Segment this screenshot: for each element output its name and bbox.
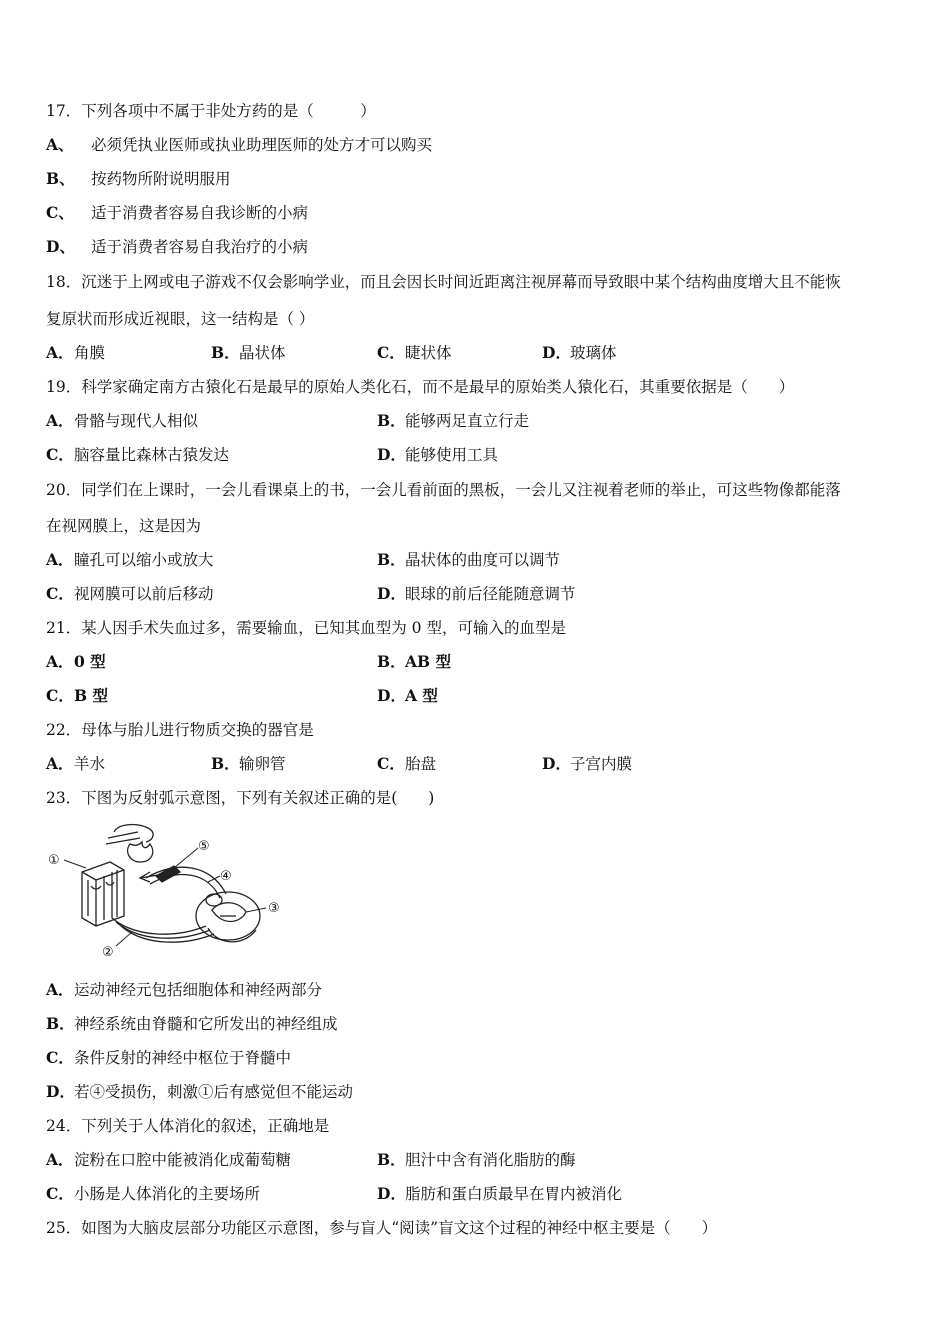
- option-text: 晶状体的曲度可以调节: [405, 551, 561, 569]
- question-23-option-b: [46, 1014, 338, 1034]
- option-text: 脑容量比森林古猿发达: [74, 446, 230, 464]
- question-17-option-c: [46, 203, 308, 223]
- question-21-option-a: [46, 652, 106, 672]
- question-22-option-a: [46, 754, 105, 774]
- question-19-stem: 19．科学家确定南方古猿化石是最早的原始人类化石，而不是最早的原始类人猿化石，其重要依据是（ ）: [46, 378, 795, 396]
- question-24-option-b: [377, 1150, 576, 1170]
- question-22-stem: 22．母体与胎儿进行物质交换的器官是: [46, 721, 314, 739]
- option-label: D．: [46, 1082, 75, 1101]
- question-18-option-a: [46, 343, 105, 363]
- figure-label-3: ③: [268, 901, 280, 916]
- question-20-option-d: [377, 584, 576, 604]
- question-23-option-a: [46, 980, 322, 1000]
- question-21-option-d: [377, 686, 438, 706]
- option-label: D．: [377, 1184, 406, 1203]
- reflex-arc-figure: [46, 820, 286, 962]
- option-text: 运动神经元包括细胞体和神经两部分: [74, 981, 323, 999]
- option-text: AB 型: [405, 652, 452, 671]
- option-label: B．: [211, 754, 240, 773]
- question-17-option-a: [46, 135, 432, 155]
- option-text: 必须凭执业医师或执业助理医师的处方才可以购买: [91, 136, 433, 154]
- question-17-option-d: [46, 237, 308, 257]
- option-text: 角膜: [74, 344, 106, 362]
- option-text: 眼球的前后径能随意调节: [405, 585, 576, 603]
- option-label: D．: [542, 754, 571, 773]
- question-23-option-d: [46, 1082, 353, 1102]
- question-22-option-b: [211, 754, 286, 774]
- option-text: 按药物所附说明服用: [91, 170, 231, 188]
- question-20-stem-line2: 在视网膜上，这是因为: [46, 517, 202, 535]
- option-text: 视网膜可以前后移动: [74, 585, 214, 603]
- question-20-option-c: [46, 584, 214, 604]
- option-label: C．: [46, 584, 74, 603]
- option-label: A．: [46, 550, 74, 569]
- question-19-option-b: [377, 411, 529, 431]
- question-19-option-c: [46, 445, 229, 465]
- option-text: 睫状体: [405, 344, 452, 362]
- question-18-option-d: [542, 343, 617, 363]
- option-text: 条件反射的神经中枢位于脊髓中: [74, 1049, 292, 1067]
- option-label: C．: [46, 1184, 74, 1203]
- option-text: 适于消费者容易自我诊断的小病: [91, 204, 309, 222]
- question-20-stem-line1: 20．同学们在上课时，一会儿看课桌上的书，一会儿看前面的黑板，一会儿又注视着老师的举止，可这些物像都能落: [46, 481, 841, 499]
- option-text: 胆汁中含有消化脂肪的酶: [405, 1151, 576, 1169]
- figure-label-5: ⑤: [198, 839, 210, 854]
- option-label: D．: [377, 445, 406, 464]
- option-label: B．: [377, 652, 406, 671]
- question-19-option-a: [46, 411, 198, 431]
- question-21-stem: 21．某人因手术失血过多，需要输血，已知其血型为 0 型，可输入的血型是: [46, 619, 566, 637]
- option-label: B．: [211, 343, 240, 362]
- option-text: 瞳孔可以缩小或放大: [74, 551, 214, 569]
- question-25-stem: 25．如图为大脑皮层部分功能区示意图，参与盲人“阅读”盲文这个过程的神经中枢主要是（ ）: [46, 1219, 718, 1237]
- question-17-option-b: [46, 169, 231, 189]
- question-19-option-d: [377, 445, 498, 465]
- option-text: 若④受损伤，刺激①后有感觉但不能运动: [74, 1083, 354, 1101]
- option-label: B．: [377, 550, 406, 569]
- question-20-option-b: [377, 550, 560, 570]
- option-label: C．: [46, 1048, 74, 1067]
- option-label: C．: [46, 445, 74, 464]
- option-text: 输卵管: [239, 755, 286, 773]
- question-21-option-b: [377, 652, 451, 672]
- option-label: C、: [46, 203, 74, 222]
- option-text: B 型: [74, 686, 108, 705]
- option-label: A．: [46, 652, 74, 671]
- option-label: D．: [377, 584, 406, 603]
- option-label: D．: [377, 686, 406, 705]
- option-text: 子宫内膜: [570, 755, 633, 773]
- question-24-option-d: [377, 1184, 622, 1204]
- option-label: A．: [46, 754, 74, 773]
- option-text: 适于消费者容易自我治疗的小病: [91, 238, 309, 256]
- question-23-option-c: [46, 1048, 291, 1068]
- question-18-option-b: [211, 343, 286, 363]
- option-text: 晶状体: [239, 344, 286, 362]
- option-text: 0 型: [74, 652, 106, 671]
- option-label: B、: [46, 169, 75, 188]
- question-18-stem-line2: 复原状而形成近视眼，这一结构是（ ）: [46, 310, 315, 328]
- option-label: B．: [377, 1150, 406, 1169]
- figure-label-2: ②: [102, 945, 114, 960]
- option-label: D．: [542, 343, 571, 362]
- option-label: A．: [46, 1150, 74, 1169]
- option-label: C．: [377, 754, 405, 773]
- option-label: A．: [46, 980, 74, 999]
- option-text: 脂肪和蛋白质最早在胃内被消化: [405, 1185, 623, 1203]
- option-text: 羊水: [74, 755, 106, 773]
- question-20-option-a: [46, 550, 214, 570]
- option-label: B．: [46, 1014, 75, 1033]
- question-24-option-a: [46, 1150, 291, 1170]
- figure-label-4: ④: [220, 869, 232, 884]
- question-23-stem: 23．下图为反射弧示意图，下列有关叙述正确的是( ): [46, 789, 435, 807]
- question-22-option-d: [542, 754, 632, 774]
- question-21-option-c: [46, 686, 108, 706]
- option-text: 神经系统由脊髓和它所发出的神经组成: [74, 1015, 338, 1033]
- option-text: A 型: [405, 686, 438, 705]
- option-label: C．: [377, 343, 405, 362]
- question-18-stem-line1: 18．沉迷于上网或电子游戏不仅会影响学业，而且会因长时间近距离注视屏幕而导致眼中某个结构曲度增大且不能恢: [46, 273, 841, 291]
- option-text: 淀粉在口腔中能被消化成葡萄糖: [74, 1151, 292, 1169]
- option-label: C．: [46, 686, 74, 705]
- question-24-stem: 24．下列关于人体消化的叙述，正确地是: [46, 1117, 330, 1135]
- option-label: A．: [46, 343, 74, 362]
- option-text: 胎盘: [405, 755, 437, 773]
- question-24-option-c: [46, 1184, 260, 1204]
- option-text: 骨骼与现代人相似: [74, 412, 199, 430]
- option-label: B．: [377, 411, 406, 430]
- option-label: A．: [46, 411, 74, 430]
- option-text: 小肠是人体消化的主要场所: [74, 1185, 261, 1203]
- option-label: D、: [46, 237, 75, 256]
- option-label: A、: [46, 135, 74, 154]
- question-17-stem: 17．下列各项中不属于非处方药的是（ ）: [46, 102, 376, 120]
- option-text: 能够使用工具: [405, 446, 499, 464]
- option-text: 玻璃体: [570, 344, 617, 362]
- question-18-option-c: [377, 343, 452, 363]
- option-text: 能够两足直立行走: [405, 412, 530, 430]
- figure-label-1: ①: [48, 853, 60, 868]
- question-22-option-c: [377, 754, 436, 774]
